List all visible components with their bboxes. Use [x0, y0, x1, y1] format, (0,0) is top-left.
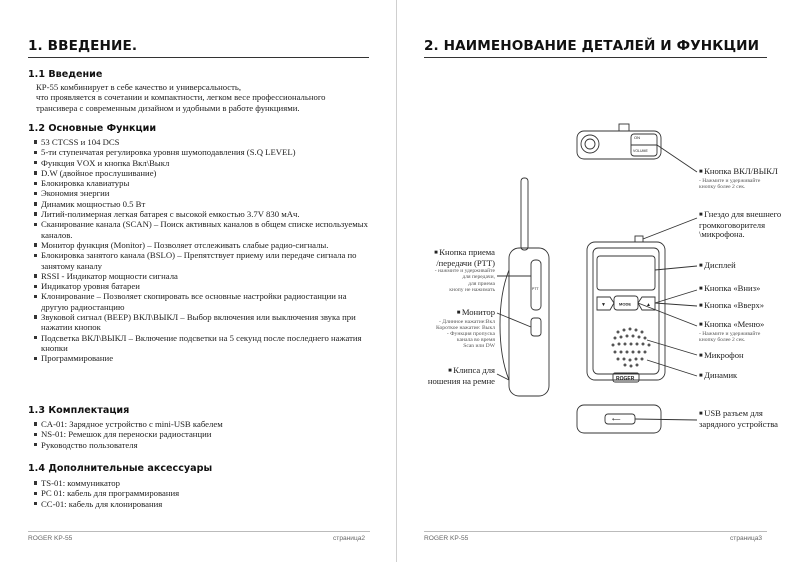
label-sub: для передачи,	[462, 274, 495, 281]
label-mic	[699, 351, 744, 362]
footer-page-number: страница2	[333, 535, 366, 542]
label-sub: - Длинное нажатие:Вкл	[439, 318, 495, 325]
volume-label: VOLUME	[633, 149, 648, 153]
intro-line: КР-55 комбинирует в себе качество и универсальность,	[36, 82, 242, 92]
label-title: ■ Микрофон	[699, 350, 744, 360]
list-item: Экономия энергии	[34, 188, 374, 198]
leader-power	[657, 145, 697, 172]
accessories-list	[34, 478, 374, 509]
label-title: ■ Кнопка «Вверх»	[699, 300, 764, 310]
label-sub: кнопку более 2 сек.	[699, 336, 746, 343]
features-list	[34, 137, 374, 364]
top-view-tab	[619, 124, 629, 131]
label-sub: - Функция пропуска	[446, 331, 495, 337]
label-title: ■ Кнопка ВКЛ/ВЫКЛ	[699, 166, 778, 176]
front-inner	[593, 248, 659, 374]
volume-knob	[581, 135, 599, 153]
usb-symbol-icon: ⟵	[612, 417, 621, 423]
label-title-line: громкоговорителя	[699, 219, 766, 230]
leader-jack	[643, 218, 697, 239]
label-title-line: \микрофона.	[699, 229, 745, 240]
leader-display	[655, 266, 697, 270]
footer-brand: ROGER KP-55	[424, 535, 469, 542]
label-sub: кнопу не нажимать	[449, 286, 495, 293]
volume-knob-inner	[585, 139, 595, 149]
list-item: CC-01: кабель для клонирования	[34, 499, 374, 509]
intro-line: трансивера с современным дизайном и удобными в работе функциями.	[36, 102, 300, 113]
list-item: Блокировка занятого канала (BSLO) – Препятствует приему или передаче сигнала по занятому каналу	[34, 250, 374, 271]
footer-rule	[28, 531, 370, 532]
label-up	[699, 301, 764, 312]
leader-mic	[647, 340, 697, 355]
list-item: Клонирование – Позволяет скопировать все основные настройки радиостанции на другую радиостанцию	[34, 291, 374, 312]
list-item: Литий-полимерная легкая батарея с высокой емкостью 3.7V 830 мАч.	[34, 209, 374, 219]
left-page	[0, 0, 396, 562]
footer-page-number: страница3	[730, 535, 763, 542]
label-sub: - Нажмите и удерживайте	[699, 177, 761, 184]
footer-rule	[424, 531, 767, 532]
list-item: Руководство пользователя	[34, 440, 374, 450]
label-jack	[699, 210, 791, 240]
intro-paragraph	[36, 82, 376, 113]
label-title: ■ Монитор	[457, 307, 495, 317]
belt-clip	[500, 270, 509, 380]
label-title: ■ Клипса для	[448, 365, 495, 375]
label-title: ■ Гнездо для внешнего	[699, 209, 781, 219]
right-page	[397, 0, 793, 562]
list-item: Блокировка клавиатуры	[34, 178, 374, 188]
label-monitor	[403, 308, 495, 350]
on-label: ON	[634, 135, 640, 140]
speaker-grille	[612, 328, 651, 368]
section-2-heading: 2. НАИМЕНОВАНИЕ ДЕТАЛЕЙ И ФУНКЦИИ	[424, 38, 760, 54]
footer-brand: ROGER KP-55	[28, 535, 73, 542]
ptt-side-label: PTT	[532, 287, 539, 291]
label-speaker	[699, 371, 737, 382]
down-arrow-glyph: ▼	[601, 302, 606, 308]
list-item: Динамик мощностью 0.5 Вт	[34, 199, 374, 209]
list-item: CA-01: Зарядное устройство с mini-USB кабелем	[34, 419, 374, 429]
label-title-line: /передачи (PTT)	[436, 257, 495, 268]
label-title: ■ Динамик	[699, 370, 737, 380]
package-list	[34, 419, 374, 450]
list-item: Подсветка ВКЛ\ВЫКЛ – Включение подсветки на 5 секунд после последнего нажатия кнопки	[34, 333, 374, 354]
label-title: ■ Кнопка приема	[434, 247, 495, 257]
label-title: ■ Кнопка «Вниз»	[699, 283, 760, 293]
brand-logo-text: ROGER	[616, 376, 635, 382]
label-menu	[699, 320, 791, 343]
label-sub: канала во время	[456, 337, 495, 344]
label-title: ■ Дисплей	[699, 260, 736, 270]
label-sub: кнопку более 2 сек.	[699, 183, 746, 190]
leader-down	[655, 290, 697, 303]
display-screen	[597, 256, 655, 290]
list-item: Звуковой сигнал (BEEP) ВКЛ\ВЫКЛ – Выбор включения или выключения звука при нажатии кнопок	[34, 312, 374, 333]
side-monitor-button	[531, 318, 541, 336]
subsection-1-1-title: 1.1 Введение	[28, 69, 103, 80]
list-item: 5-ти ступенчатая регулировка уровня шумоподавления (S.Q LEVEL)	[34, 147, 374, 157]
front-body	[587, 242, 665, 380]
label-sub: Короткое нажатие: Выкл	[436, 324, 495, 331]
up-arrow-glyph: ▲	[646, 302, 651, 308]
intro-line: что проявляется в сочетании и компактности, легком весе профессионального	[36, 92, 326, 103]
subsection-1-3-title: 1.3 Комплектация	[28, 405, 130, 416]
list-item: Программирование	[34, 353, 374, 363]
label-power	[699, 167, 791, 190]
list-item: TS-01: коммуникатор	[34, 478, 374, 488]
label-sub: Scan или DW	[463, 343, 495, 350]
label-display	[699, 261, 736, 272]
list-item: Монитор функция (Monitor) – Позволяет отслеживать слабые радио-сигналы.	[34, 240, 374, 250]
leader-usb	[635, 419, 697, 420]
jack-port	[635, 236, 643, 242]
list-item: PC 01: кабель для программирования	[34, 488, 374, 498]
label-sub: - нажмите и удерживайте	[434, 268, 495, 275]
list-item: Функция VOX и кнопка Вкл\Выкл	[34, 158, 374, 168]
antenna	[521, 178, 528, 250]
label-title-line: ношения на ремне	[427, 375, 495, 386]
subsection-1-4-title: 1.4 Дополнительные аксессуары	[28, 463, 213, 474]
heading-rule	[28, 57, 369, 58]
list-item: NS-01: Ремешок для переноски радиостанции	[34, 429, 374, 439]
label-down	[699, 284, 760, 295]
label-sub: - Нажмите и удерживайте	[699, 330, 761, 337]
list-item: RSSI - Индикатор мощности сигнала	[34, 271, 374, 281]
list-item: Индикатор уровня батареи	[34, 281, 374, 291]
list-item: Сканирование канала (SCAN) – Поиск активных каналов в общем списке используемых каналов.	[34, 219, 374, 240]
label-title-line: зарядного устройства	[699, 418, 778, 429]
mode-label: MODE	[619, 301, 631, 307]
list-item: D.W (двойное прослушивание)	[34, 168, 374, 178]
side-body	[509, 248, 549, 396]
label-title: ■ USB разъем для	[699, 408, 763, 418]
label-title: ■ Кнопка «Меню»	[699, 319, 764, 329]
label-ptt	[403, 248, 495, 293]
side-ptt-button	[531, 260, 541, 310]
list-item: 53 CTCSS и 104 DCS	[34, 137, 374, 147]
leader-up	[655, 303, 697, 306]
section-1-heading: 1. ВВЕДЕНИЕ.	[28, 38, 138, 54]
leader-monitor	[497, 313, 531, 327]
label-usb	[699, 409, 791, 429]
label-clip	[403, 366, 495, 386]
label-sub: для приема	[468, 280, 495, 287]
subsection-1-2-title: 1.2 Основные Функции	[28, 123, 157, 134]
